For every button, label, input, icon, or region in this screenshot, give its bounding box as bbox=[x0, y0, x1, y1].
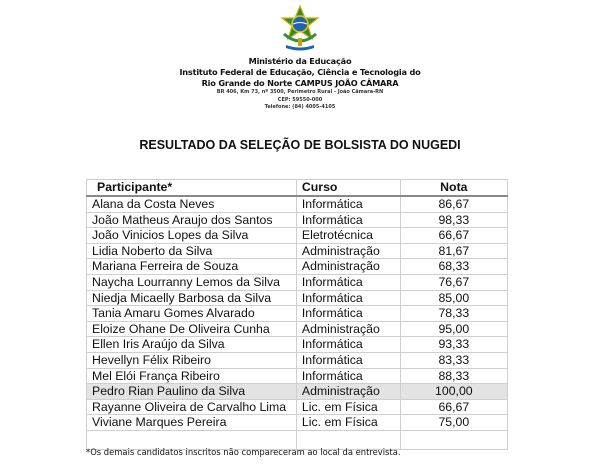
course-cell: Eletrotécnica bbox=[296, 228, 400, 244]
table-row bbox=[87, 259, 508, 275]
header-line: Rio Grande do Norte CAMPUS JOÃO CÂMARA bbox=[201, 78, 399, 88]
footnote: *Os demais candidatos inscritos não compareceram ao local da entrevista. bbox=[86, 447, 401, 457]
page-title: RESULTADO DA SELEÇÃO DE BOLSISTA DO NUGEDI bbox=[139, 138, 461, 152]
institution-header bbox=[0, 56, 600, 112]
score-cell: 100,00 bbox=[400, 384, 507, 400]
participant-cell: Mel Elói França Ribeiro bbox=[87, 368, 297, 384]
table-row bbox=[87, 196, 508, 212]
course-cell: Lic. em Física bbox=[296, 415, 400, 431]
participant-cell: João Vinicios Lopes da Silva bbox=[87, 228, 297, 244]
course-cell: Informática bbox=[296, 368, 400, 384]
table-row bbox=[87, 352, 508, 368]
participant-cell: Pedro Rian Paulino da Silva bbox=[87, 384, 297, 400]
course-cell: Administração bbox=[296, 259, 400, 275]
course-cell: Informática bbox=[296, 290, 400, 306]
column-header-nota: Nota bbox=[400, 180, 507, 197]
empty-cell bbox=[400, 430, 507, 449]
course-cell: Administração bbox=[296, 243, 400, 259]
table-row bbox=[87, 306, 508, 322]
header-line: Instituto Federal de Educação, Ciência e Tecnologia do bbox=[179, 67, 421, 77]
table-row bbox=[87, 368, 508, 384]
course-cell: Informática bbox=[296, 352, 400, 368]
table-row bbox=[87, 228, 508, 244]
score-cell: 85,00 bbox=[400, 290, 507, 306]
score-cell: 86,67 bbox=[400, 196, 507, 212]
score-cell: 88,33 bbox=[400, 368, 507, 384]
participant-cell: Alana da Costa Neves bbox=[87, 196, 297, 212]
results-table bbox=[86, 179, 508, 450]
table-row bbox=[87, 243, 508, 259]
score-cell: 98,33 bbox=[400, 212, 507, 228]
score-cell: 81,67 bbox=[400, 243, 507, 259]
participant-cell: Niedja Micaelly Barbosa da Silva bbox=[87, 290, 297, 306]
table-row bbox=[87, 321, 508, 337]
participant-cell: Eloize Ohane De Oliveira Cunha bbox=[87, 321, 297, 337]
participant-cell: João Matheus Araujo dos Santos bbox=[87, 212, 297, 228]
score-cell: 83,33 bbox=[400, 352, 507, 368]
score-cell: 68,33 bbox=[400, 259, 507, 275]
participant-cell: Hevellyn Félix Ribeiro bbox=[87, 352, 297, 368]
participant-cell: Tania Amaru Gomes Alvarado bbox=[87, 306, 297, 322]
score-cell: 66,67 bbox=[400, 399, 507, 415]
score-cell: 75,00 bbox=[400, 415, 507, 431]
course-cell: Informática bbox=[296, 196, 400, 212]
course-cell: Administração bbox=[296, 321, 400, 337]
score-cell: 95,00 bbox=[400, 321, 507, 337]
participant-cell: Rayanne Oliveira de Carvalho Lima bbox=[87, 399, 297, 415]
cep: CEP: 59550-000 bbox=[277, 96, 323, 103]
table-row bbox=[87, 415, 508, 431]
participant-cell: Mariana Ferreira de Souza bbox=[87, 259, 297, 275]
header-line: Ministério da Educação bbox=[248, 56, 352, 66]
course-cell: Informática bbox=[296, 337, 400, 353]
participant-cell: Lidia Noberto da Silva bbox=[87, 243, 297, 259]
table-row bbox=[87, 212, 508, 228]
brazil-coat-of-arms-icon bbox=[278, 4, 322, 52]
score-cell: 93,33 bbox=[400, 337, 507, 353]
course-cell: Informática bbox=[296, 274, 400, 290]
column-header-participante: Participante* bbox=[87, 180, 297, 197]
phone: Telefone: (84) 4005-4105 bbox=[264, 104, 336, 111]
address: BR 406, Km 73, nº 3500, Perimetro Rural - João Câmara-RN bbox=[216, 89, 384, 95]
course-cell: Informática bbox=[296, 212, 400, 228]
course-cell: Informática bbox=[296, 306, 400, 322]
participant-cell: Ellen Iris Araújo da Silva bbox=[87, 337, 297, 353]
table-row bbox=[87, 290, 508, 306]
score-cell: 76,67 bbox=[400, 274, 507, 290]
column-header-curso: Curso bbox=[296, 180, 400, 197]
participant-cell: Viviane Marques Pereira bbox=[87, 415, 297, 431]
course-cell: Administração bbox=[296, 384, 400, 400]
table-row bbox=[87, 384, 508, 400]
score-cell: 78,33 bbox=[400, 306, 507, 322]
table-row bbox=[87, 399, 508, 415]
participant-cell: Naycha Lourranny Lemos da Silva bbox=[87, 274, 297, 290]
course-cell: Lic. em Física bbox=[296, 399, 400, 415]
score-cell: 66,67 bbox=[400, 228, 507, 244]
table-row bbox=[87, 337, 508, 353]
table-row bbox=[87, 274, 508, 290]
table-header-row bbox=[87, 180, 508, 197]
